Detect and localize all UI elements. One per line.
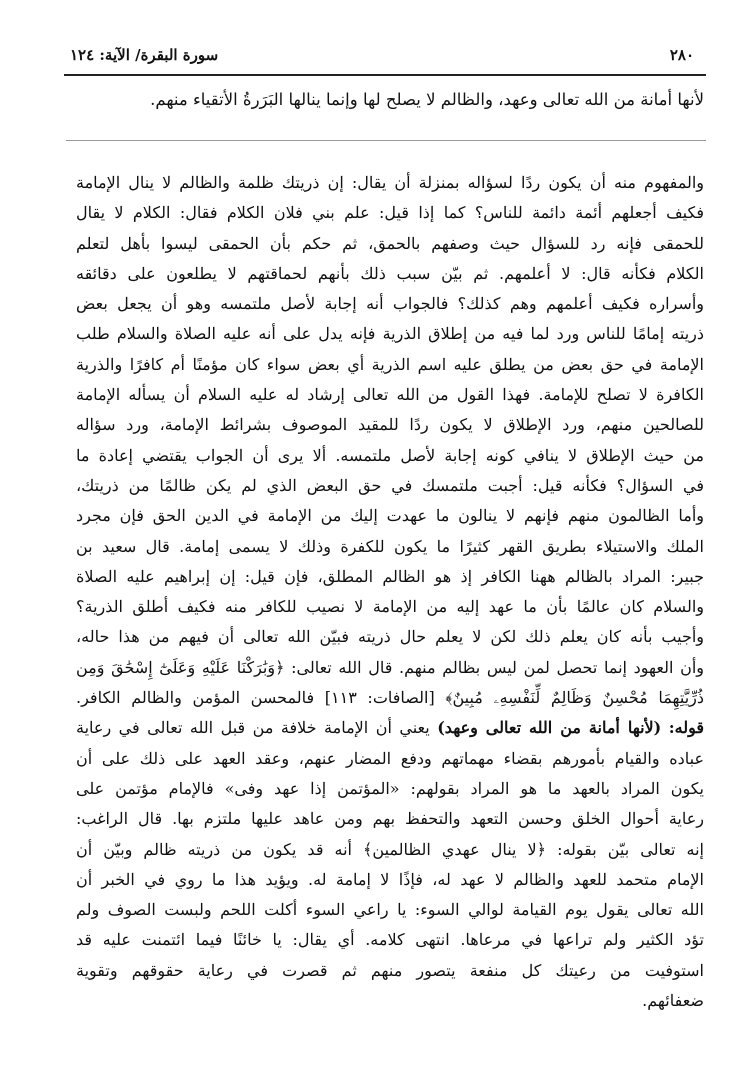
commentary-line: وأسراره فكيف أعلمهم وهم كذلك؟ فالجواب أنه إجابة لأصل ملتمسه وهو أن يجعل بعض — [76, 294, 704, 314]
commentary-line: وأجيب بأنه كان يعلم ذلك لكن لا يعلم حال ذريته فبيّن الله تعالى أن فيهم من هذا حاله، — [76, 627, 704, 647]
header-rule — [64, 74, 706, 76]
commentary-line: والمفهوم منه أن يكون ردًا لسؤاله بمنزلة أن يقال: إن ذريتك ظلمة والظالم لا ينال الإمامة — [76, 173, 704, 192]
commentary-line: تؤد الكثير ولم تراعها في مرعاها. انتهى كلامه. أي يقال: يا خائنًا فيما ائتمنت عليه قد — [76, 930, 704, 950]
commentary-line: يكون المراد بالعهد ما هو المراد بقولهم: «المؤتمن إذا عهد وفى» فالإمام مؤتمن على — [76, 778, 704, 798]
commentary-line: إنه تعالى بيّن بقوله: ﴿لا ينال عهدي الظالمين﴾ أنه قد يكون من ذريته ظالم وبيّن أن — [76, 839, 704, 859]
commentary-line: فكيف أجعلهم أئمة دائمة للناس؟ كما إذا قيل: علم بني فلان الكلام فقال: الكلام لا يقال — [76, 203, 704, 223]
commentary-line: من حيث الإطلاق لا ينافي كونه إجابة لأصل ملتمسه. ألا يرى أن الجواب يقتضي إعادة ما — [76, 445, 704, 465]
commentary-line: وأما الظالمون منهم فإنهم لا ينالون ما عهدت إليك من الإمامة في الدين الحق فإن مجرد — [76, 506, 704, 526]
commentary-line: ضعفائهم. — [642, 991, 704, 1011]
commentary-line: الإمامة في حق بعض من يطلق عليه اسم الذرية أي بعض سواء كان مؤمنًا أم كافرًا والذرية — [76, 354, 704, 374]
page-header — [66, 44, 706, 70]
commentary-line: رعاية أحوال الخلق وحسن التعهد والتحفظ بهم ومن عاهد عليها ملتزم بها. قال الراغب: — [76, 809, 704, 829]
commentary — [76, 168, 704, 1016]
commentary-line: في السؤال؟ فكأنه قيل: أجبت ملتمسك في حق البعض الذي لم يكن ظالمًا من ذريتك، — [76, 475, 704, 495]
commentary-text: يعني أن الإمامة خلافة من قبل الله تعالى في رعاية — [76, 718, 430, 738]
commentary-line: للحمقى فإنه رد للسؤال حيث وصفهم بالحمق، ثم حكم بأن الحمقى ليسوا بأهل لتعلم — [76, 233, 704, 253]
commentary-line: الله تعالى يقول يوم القيامة لوالي السوء: يا راعي السوء أكلت اللحم ولبست الصوف ولم — [76, 900, 704, 920]
commentary-line: الملك والاستيلاء بطريق القهر كثيرًا ما يكون للكفرة وذلك لا يسمى إمامة. قال سعيد بن — [76, 536, 704, 556]
footnote-separator — [66, 140, 706, 141]
commentary-quote: (لأنها أمانة من الله تعالى وعهد) — [437, 718, 662, 738]
commentary-label: قوله: — [668, 718, 704, 738]
page-number: ٢٨٠ — [669, 46, 694, 64]
commentary-line: الكافرة لا تصلح للإمامة. فهذا القول من الله تعالى إرشاد له عليه السلام أن يسأله الإمامة — [76, 385, 704, 405]
commentary-line: ذُرِّيَّتِهِمَا مُحْسِنٌ وَظَالِمٌ لِّنَفْسِهِۦ مُبِينٌ﴾ [الصافات: ١١٣] فالمحسن المؤمن والظالم الكافر. — [76, 688, 704, 708]
commentary-line: جبير: المراد بالظالم ههنا الكافر إذ هو الظالم المطلق، فإن قيل: إن إبراهيم عليه الصلاة — [76, 566, 704, 586]
commentary-line: وأن العهود إنما تحصل لمن ليس بظالم منهم. قال الله تعالى: ﴿وَبَٰرَكْنَا عَلَيْهِ وَعَلَىٰٓ إِسْحَٰقَ وَمِن — [76, 657, 704, 677]
commentary-line: والسلام كان عالمًا بأن ما عهد إليه من الإمامة لا نصيب للكافر منه فكيف أطلق الذرية؟ — [76, 597, 704, 617]
sura-reference: سورة البقرة/ الآية: ١٢٤ — [70, 46, 219, 64]
main-text: لأنها أمانة من الله تعالى وعهد، والظالم لا يصلح لها وإنما ينالها البَرَرةُ الأتقياء منهم. — [150, 90, 704, 109]
commentary-line — [76, 713, 704, 743]
commentary-line: ذريته إمامًا للناس ورد لما فيه من إطلاق الذرية فإنه يدل على أنه عليه الصلاة والسلام طلب — [76, 324, 704, 344]
commentary-line: الكلام فكأنه قال: لا أعلمهم. ثم بيّن سبب ذلك بأنهم لحماقتهم لا يطلعون على دقائقه — [76, 263, 704, 283]
commentary-line: عباده والقيام بأمورهم بقضاء مهماتهم ودفع المضار عنهم، وعقد العهد على ذلك على أن — [76, 748, 704, 768]
commentary-line: للصالحين منهم، ورد الإطلاق لا يكون ردًا للمقيد الموصوف بشرائط الإمامة، ورد سؤاله — [76, 415, 704, 435]
commentary-line: الإمام متحمد للعهد والظالم لا عهد له، فإذًا لا إمامة له. ويؤيد هذا ما روي في الخبر أن — [76, 869, 704, 889]
commentary-line: استوفيت من رعيتك كل منفعة يتصور منهم ثم قصرت في رعاية حقوقهم وتقوية — [76, 960, 704, 980]
